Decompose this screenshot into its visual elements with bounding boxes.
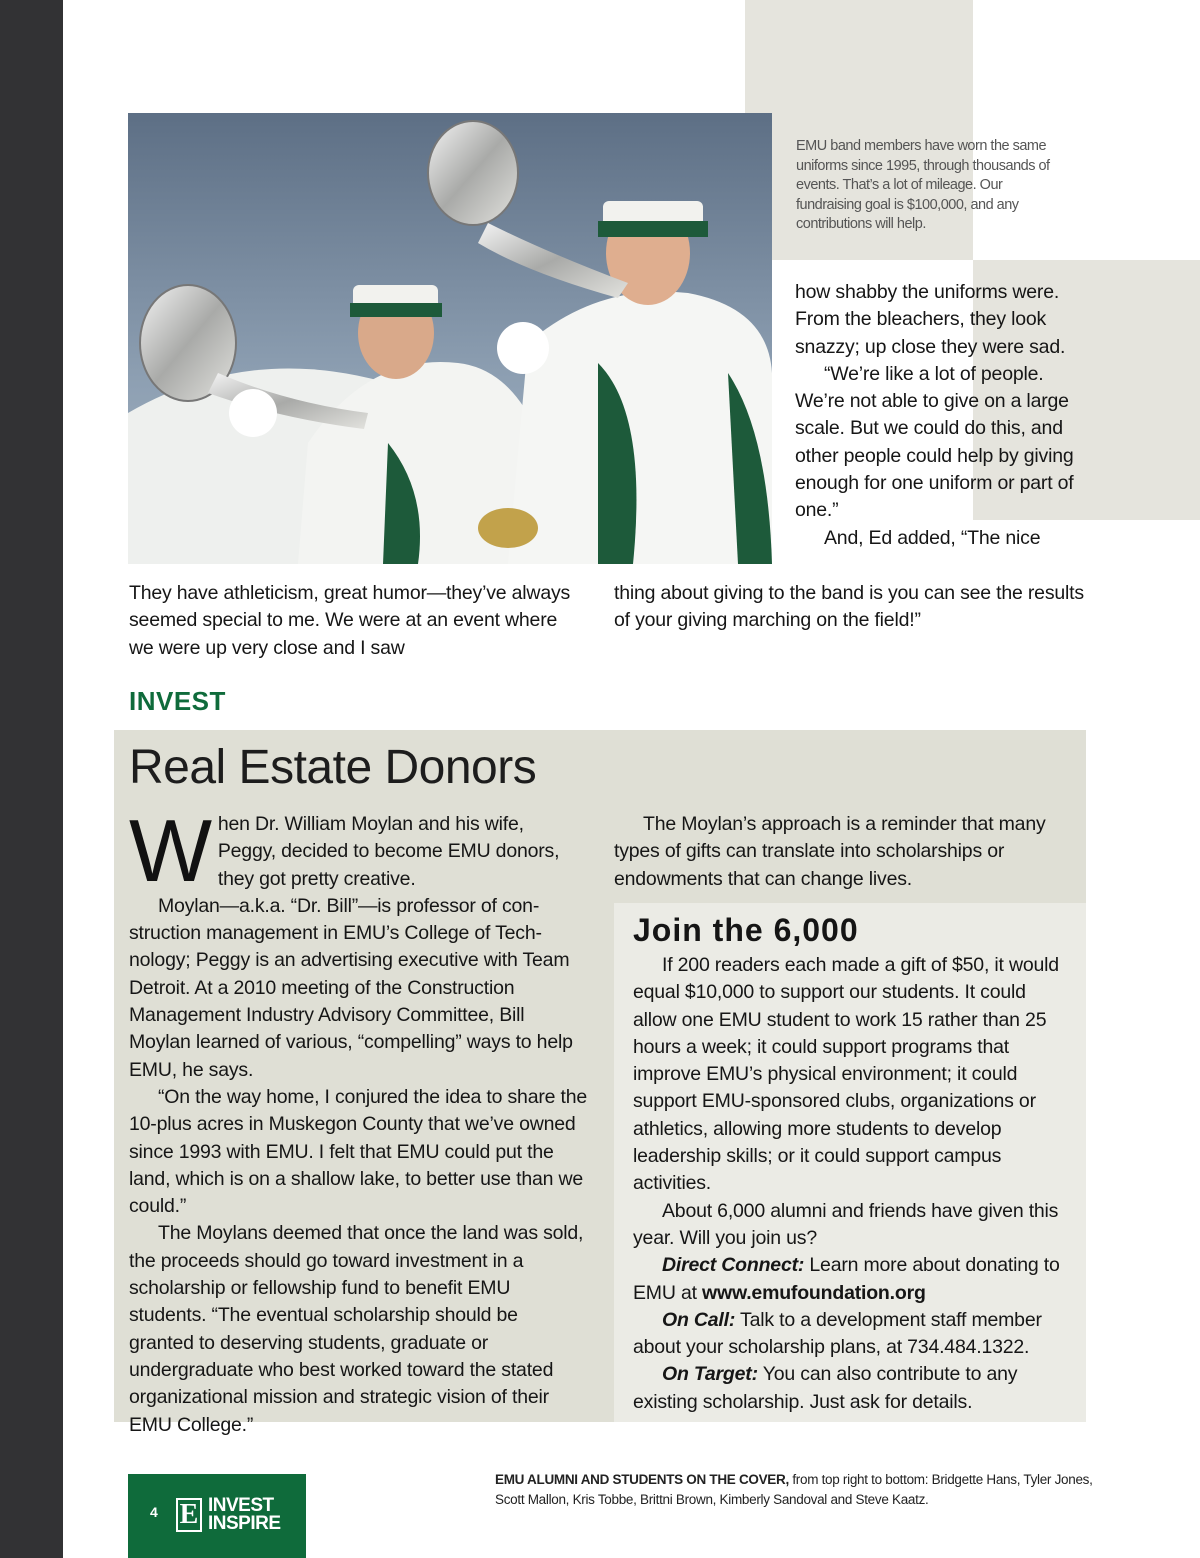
feature-paragraph: “On the way home, I conjured the idea to share the 10-plus acres in Muskegon County that we’ve owned since 1993 with EMU. I felt that EMU could put the land, which is on a shallow lake, to better use than we could.” (129, 1085, 588, 1218)
article-paragraph: thing about giving to the band is you can see the results of your giving marching on the field!” (614, 582, 1084, 632)
sidebar-paragraph: If 200 readers each made a gift of $50, it would equal $10,000 to support our students. It could allow one EMU student to work 15 rather than 25 hours a week; it could support programs that improve EMU’s physical environment; it could support EMU-sponsored clubs, organizations or athletics, allowing more students to develop leadership skills; or it could support campus activities. (633, 954, 1059, 1195)
article-paragraph: “We’re like a lot of people. We’re not able to give on a large scale. But we could do this, and other people could help by giving enough for one uniform or part of one.” (795, 362, 1074, 522)
on-target-paragraph (633, 1361, 1073, 1416)
direct-connect-text: Learn more about donating to EMU at (633, 1254, 1060, 1304)
page-number: 4 (150, 1504, 158, 1520)
direct-connect-paragraph (633, 1252, 1073, 1307)
drop-cap: W (129, 801, 212, 900)
direct-connect-label: Direct Connect: (662, 1254, 805, 1277)
feature-right-column (614, 811, 1076, 893)
logo-word-inspire: INSPIRE (208, 1513, 281, 1534)
article-continuation (614, 580, 1084, 635)
on-call-text: Talk to a development staff member about your scholarship plans, at 734.484.1322. (633, 1308, 1042, 1359)
band-photo (128, 113, 772, 564)
sidebar-paragraph: About 6,000 alumni and friends have given this year. Will you join us? (633, 1199, 1059, 1249)
article-right-column (795, 279, 1080, 552)
logo-word-invest: INVEST (208, 1495, 274, 1516)
on-call-label: On Call: (662, 1308, 736, 1331)
feature-paragraph: Moylan—a.k.a. “Dr. Bill”—is professor of construction management in EMU’s College of Technology; Peggy is an advertising executive with Team Detroit. At a 2010 meeting of the Construction Management Industry Advisory Committee, Bill Moylan learned of various, “compelling” ways to help EMU, he says. (129, 894, 573, 1081)
cover-credit (495, 1470, 1095, 1510)
feature-paragraph: The Moylan’s approach is a reminder that many types of gifts can translate into scholarships or endowments that can change lives. (614, 813, 1046, 890)
section-label: INVEST (129, 686, 226, 716)
cover-credit-text: from top right to bottom: Bridgette Hans, Tyler Jones, Scott Mallon, Kris Tobbe, Brittni Brown, Kimberly Sandoval and Steve Kaatz. (495, 1472, 1093, 1507)
feature-title: Real Estate Donors (129, 741, 537, 794)
feature-paragraph (129, 801, 587, 900)
foundation-url-link[interactable]: www.emufoundation.org (702, 1281, 926, 1304)
article-paragraph: how shabby the uniforms were. From the bleachers, they look snazzy; up close they were sad. (795, 281, 1066, 358)
band-photo-illustration (128, 113, 772, 564)
feature-left-column (129, 801, 588, 1439)
sidebar-title: Join the 6,000 (633, 912, 859, 948)
page-spine (0, 0, 63, 1558)
on-call-paragraph (633, 1307, 1073, 1362)
feature-intro: hen Dr. William Moylan and his wife, Peggy, decided to become EMU donors, they got pretty creative. (217, 813, 560, 890)
article-paragraph: And, Ed added, “The nice (824, 526, 1041, 549)
emu-logo-icon: E (176, 1498, 202, 1532)
photo-caption: EMU band members have worn the same uniforms since 1995, through thousands of events. That’s a lot of mileage. Our fundraising goal is $100,000, and any contributions will help. (796, 138, 1050, 233)
article-left-column (129, 580, 579, 662)
on-target-label: On Target: (662, 1363, 758, 1386)
sidebar-body (633, 952, 1073, 1416)
feature-paragraph: The Moylans deemed that once the land was sold, the proceeds should go toward investment in a scholarship or fellowship fund to benefit EMU students. “The eventual scholarship should be granted to deserving students, graduate or undergraduate who best worked toward the stated organizational mission and strategic vision of their EMU College.” (129, 1222, 584, 1436)
cover-credit-label: EMU ALUMNI AND STUDENTS ON THE COVER, (495, 1472, 789, 1487)
article-paragraph: They have athleticism, great humor—they’ve always seemed special to me. We were at an event where we were up very close and I saw (129, 582, 571, 659)
on-target-text: You can also contribute to any existing scholarship. Just ask for details. (633, 1363, 1018, 1413)
footer-logo-block (128, 1474, 306, 1558)
